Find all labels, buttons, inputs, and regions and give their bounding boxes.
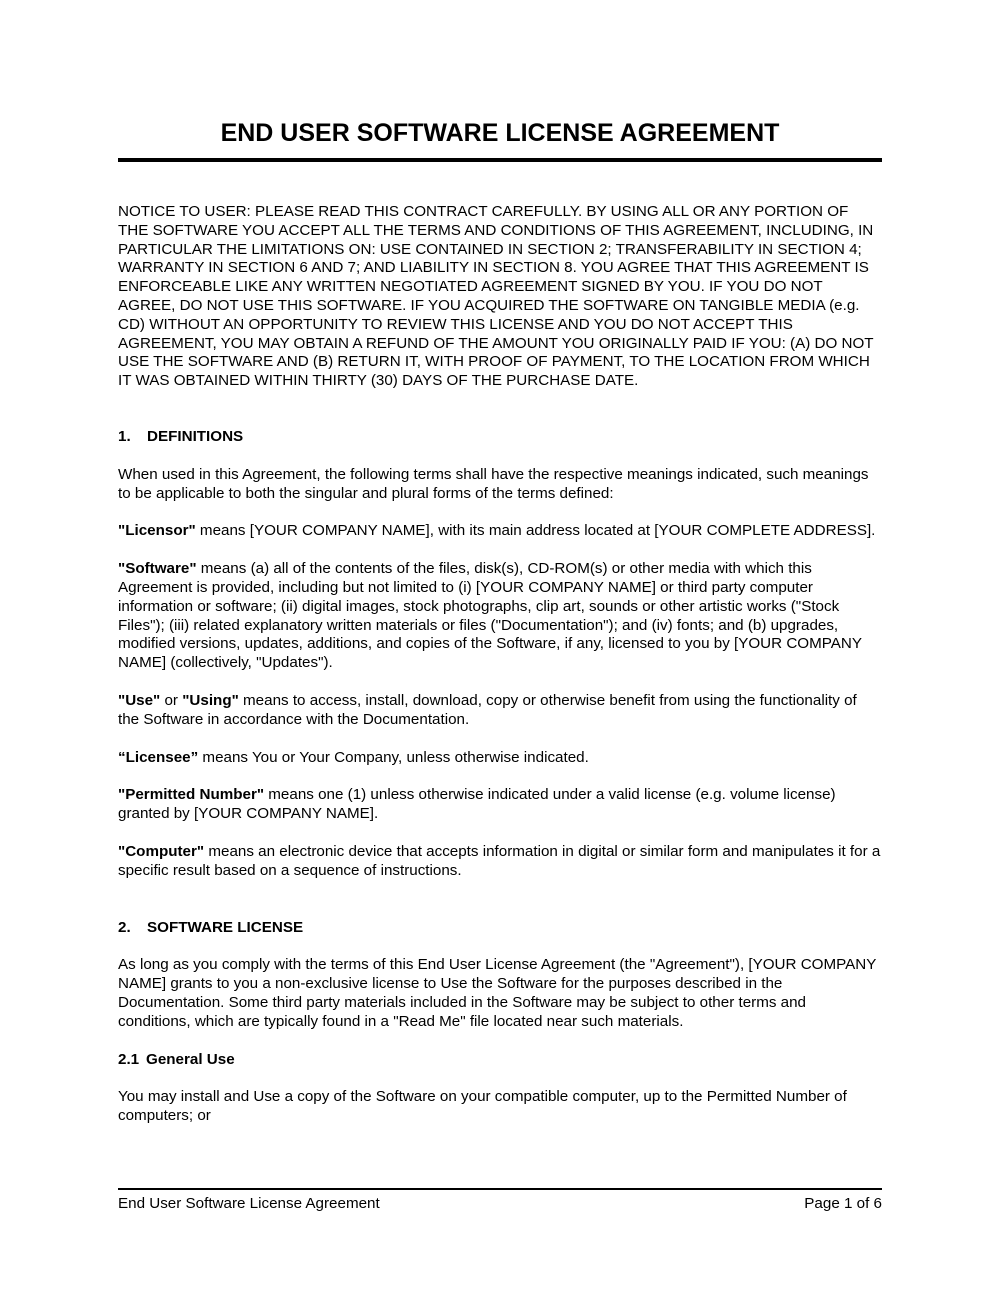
definition-permitted-number — [118, 786, 882, 824]
title-divider — [118, 158, 882, 162]
definition-computer — [118, 843, 882, 881]
definition-text: means (a) all of the contents of the files, disk(s), CD-ROM(s) or other media with which this Agreement is provided, including but not limited to (i) [YOUR COMPANY NAME] or third party computer information or software; (ii) digital images, stock photographs, clip art, sounds or other artistic works ("Stock Files"); (iii) related explanatory written materials or files ("Documentation"); and (iv) fonts; and (b) upgrades, modified versions, updates, additions, and copies of the Software, if any, licensed to you by [YOUR COMPANY NAME] (collectively, "Updates"). — [118, 560, 862, 672]
section-1-title: DEFINITIONS — [147, 427, 244, 445]
definition-joiner: or — [160, 691, 183, 709]
section-1-heading — [118, 428, 882, 447]
footer-divider — [118, 1188, 882, 1190]
definition-term: “Licensee” — [118, 748, 199, 766]
document-title: END USER SOFTWARE LICENSE AGREEMENT — [220, 119, 780, 147]
section-2-title: SOFTWARE LICENSE — [147, 918, 304, 936]
subsection-2-1-heading — [118, 1051, 882, 1070]
definition-term: "Use" — [118, 691, 161, 709]
definitions-intro: When used in this Agreement, the following terms shall have the respective meanings indicated, such meanings to be applicable to both the singular and plural forms of the terms defined: — [118, 465, 869, 502]
definition-software — [118, 560, 882, 673]
section-2-number: 2. — [118, 918, 131, 936]
section-1-number: 1. — [118, 427, 131, 445]
document-page — [118, 0, 882, 1290]
section-2-heading — [118, 919, 882, 938]
definition-text: means an electronic device that accepts information in digital or similar form and manipulates it for a specific result based on a sequence of instructions. — [118, 842, 881, 879]
software-license-intro: As long as you comply with the terms of this End User License Agreement (the "Agreement"), [YOUR COMPANY NAME] grants to you a non-exclusive license to Use the Software for the purposes described in the Documentation. Some third party materials included in the Software may be subject to other terms and conditions, which are typically found in a "Read Me" file located near such materials. — [118, 956, 877, 1030]
general-use-paragraph: You may install and Use a copy of the Software on your compatible computer, up to the Permitted Number of computers; or — [118, 1088, 847, 1125]
subsection-title: General Use — [146, 1050, 235, 1068]
definition-use — [118, 692, 882, 730]
footer-document-name: End User Software License Agreement — [118, 1195, 380, 1212]
definition-text: means You or Your Company, unless otherwise indicated. — [198, 748, 589, 766]
definition-text: means to access, install, download, copy or otherwise benefit from using the functionality of the Software in accordance with the Documentation. — [118, 691, 857, 728]
definition-term: "Software" — [118, 560, 197, 578]
definition-licensor — [118, 522, 882, 541]
notice-paragraph: NOTICE TO USER: PLEASE READ THIS CONTRACT CAREFULLY. BY USING ALL OR ANY PORTION OF THE SOFTWARE YOU ACCEPT ALL THE TERMS AND CONDITIONS OF THIS AGREEMENT, INCLUDING, IN PARTICULAR THE LIMITATIONS ON: USE CONTAINED IN SECTION 2; TRANSFERABILITY IN SECTION 4; WARRANTY IN SECTION 6 AND 7; AND LIABILITY IN SECTION 8. YOU AGREE THAT THIS AGREEMENT IS ENFORCEABLE LIKE ANY WRITTEN NEGOTIATED AGREEMENT SIGNED BY YOU. IF YOU DO NOT AGREE, DO NOT USE THIS SOFTWARE. IF YOU ACQUIRED THE SOFTWARE ON TANGIBLE MEDIA (e.g. CD) WITHOUT AN OPPORTUNITY TO REVIEW THIS LICENSE AND YOU DO NOT ACCEPT THIS AGREEMENT, YOU MAY OBTAIN A REFUND OF THE AMOUNT YOU ORIGINALLY PAID IF YOU: (A) DO NOT USE THE SOFTWARE AND (B) RETURN IT, WITH PROOF OF PAYMENT, TO THE LOCATION FROM WHICH IT WAS OBTAINED WITHIN THIRTY (30) DAYS OF THE PURCHASE DATE. — [118, 203, 874, 390]
definition-text: means one (1) unless otherwise indicated under a valid license (e.g. volume license) granted by [YOUR COMPANY NAME]. — [118, 786, 836, 823]
definition-licensee — [118, 749, 882, 768]
subsection-number: 2.1 — [118, 1050, 140, 1068]
definition-term: "Licensor" — [118, 522, 196, 540]
document-body — [118, 203, 882, 1145]
definition-term: "Using" — [182, 691, 239, 709]
definition-term: "Computer" — [118, 842, 205, 860]
page-footer — [118, 1195, 882, 1213]
footer-page-number: Page 1 of 6 — [804, 1195, 882, 1212]
definition-term: "Permitted Number" — [118, 786, 265, 804]
definition-text: means [YOUR COMPANY NAME], with its main address located at [YOUR COMPLETE ADDRESS]. — [195, 522, 876, 540]
